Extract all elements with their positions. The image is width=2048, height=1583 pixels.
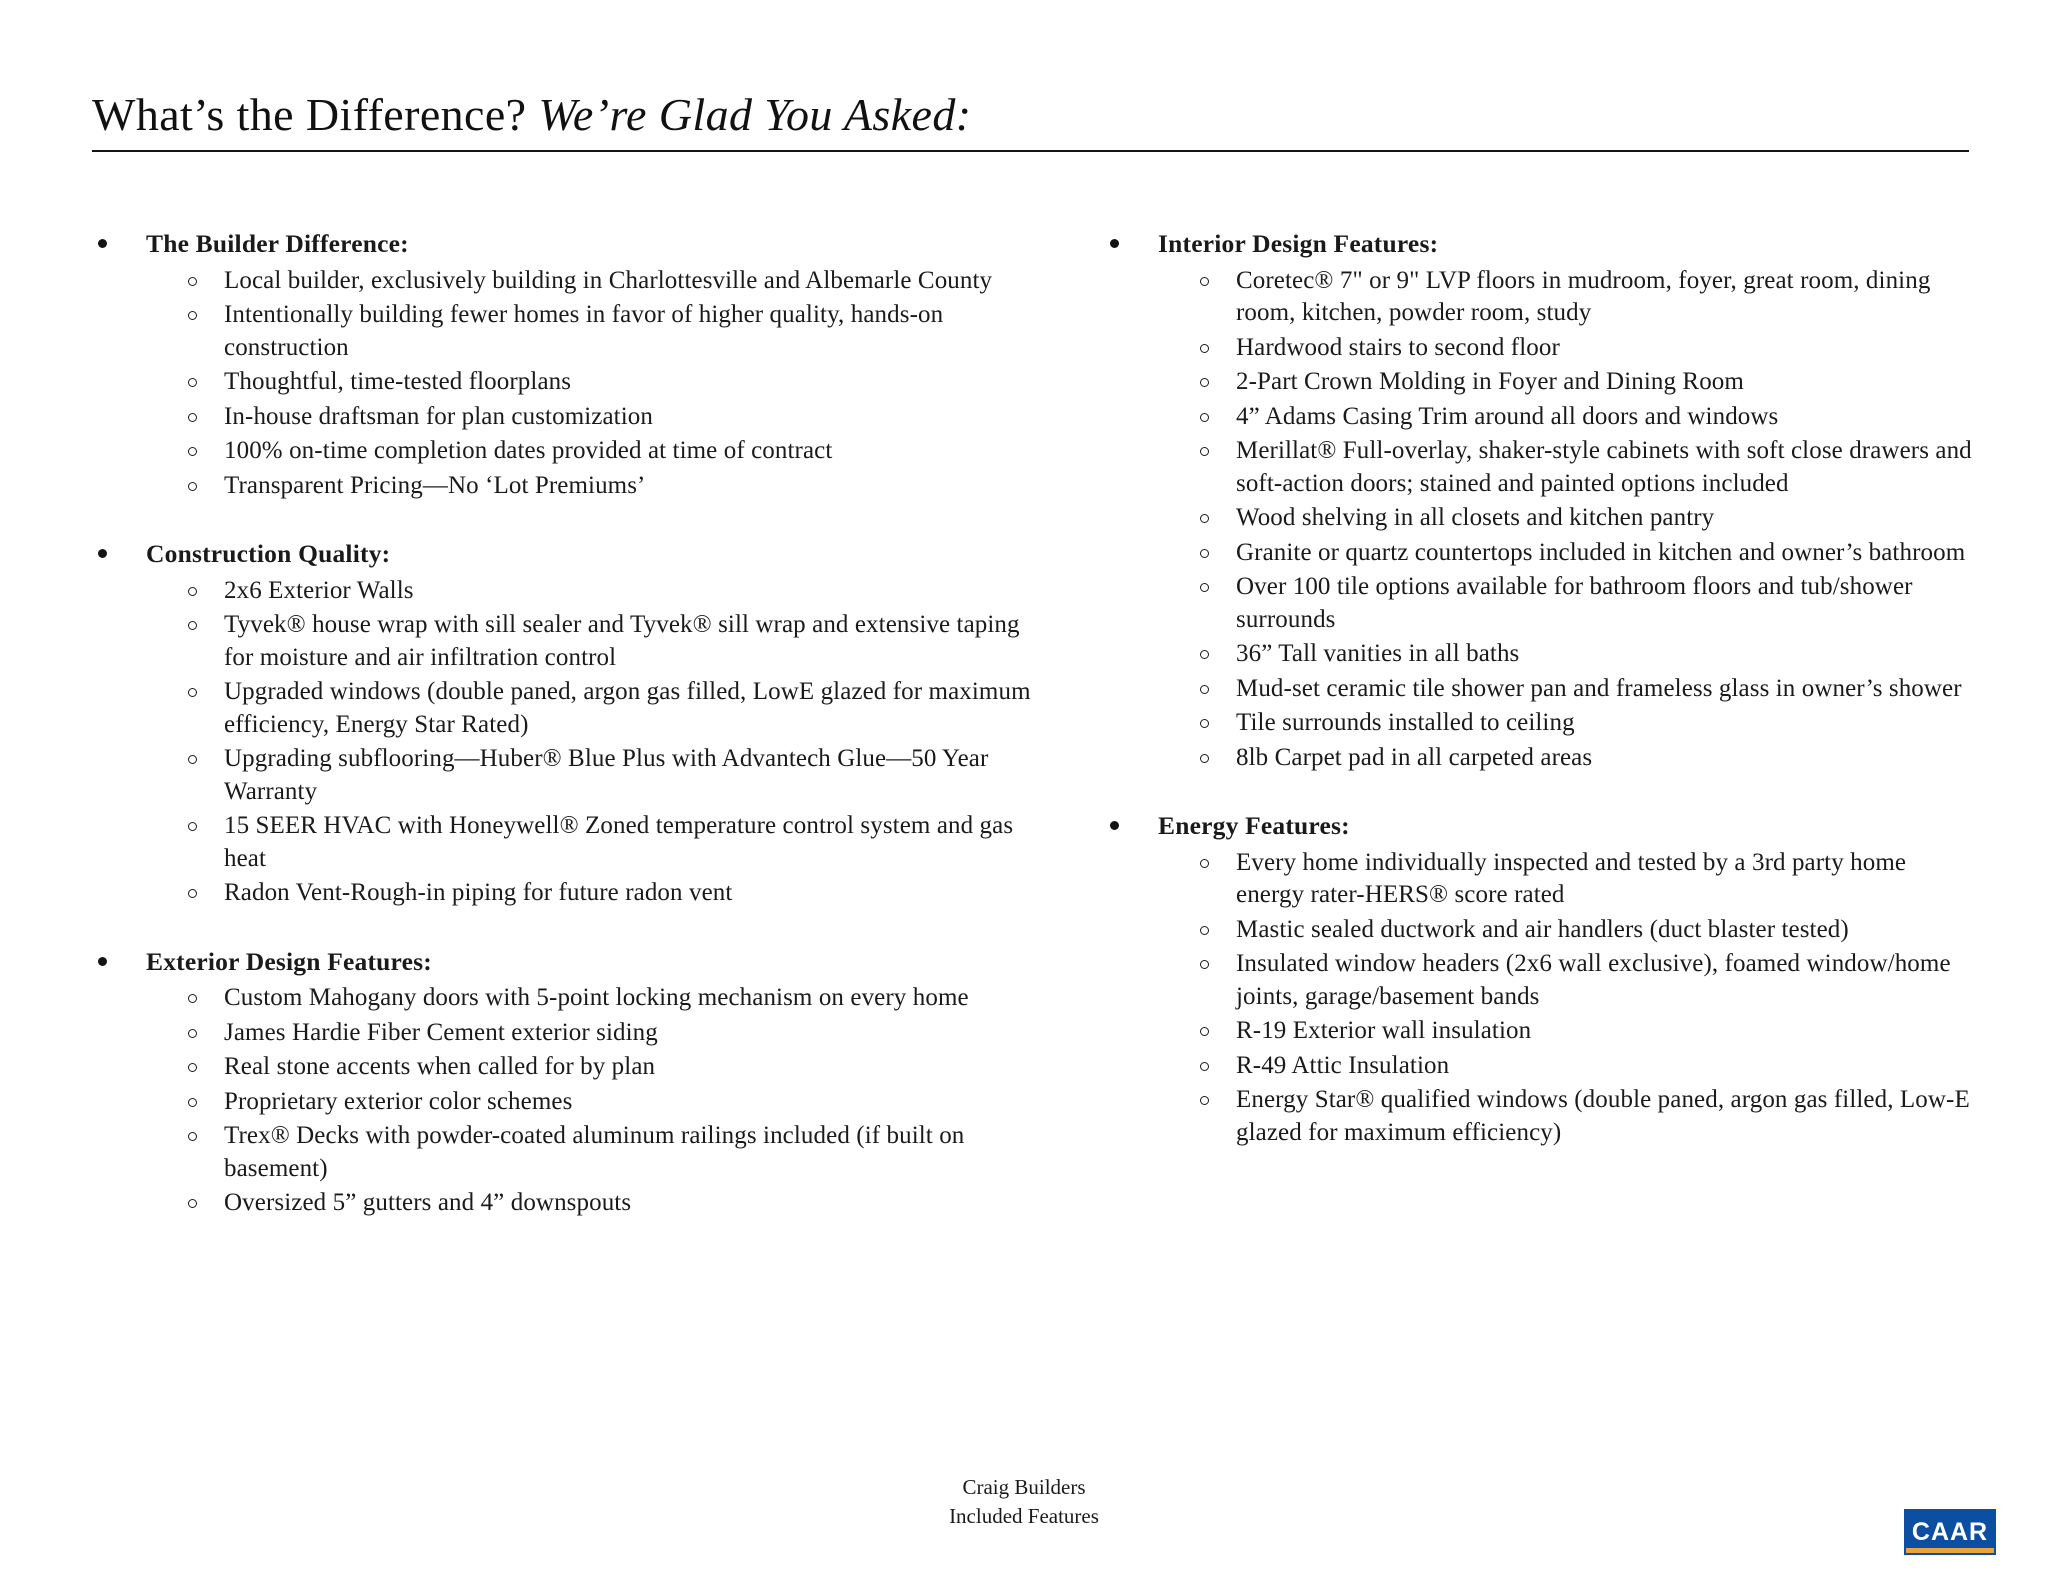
list-item <box>92 1086 1032 1119</box>
list-item <box>1104 502 1972 535</box>
list-item-label: R-49 Attic Insulation <box>1236 1051 1450 1079</box>
list-item-label: Radon Vent-Rough-in piping for future radon vent <box>224 879 733 907</box>
list-item <box>92 609 1032 674</box>
list-item <box>92 1120 1032 1185</box>
circle-bullet-icon <box>1200 754 1209 763</box>
title-block <box>92 88 1972 152</box>
circle-bullet-icon <box>188 413 197 422</box>
circle-bullet-icon <box>188 994 197 1003</box>
list-item-label: Tyvek® house wrap with sill sealer and Tyvek® sill wrap and extensive taping for moisture and air infiltration control <box>224 611 1020 671</box>
circle-bullet-icon <box>1200 859 1209 868</box>
list-item <box>1104 914 1972 947</box>
section-heading-label: The Builder Difference: <box>146 229 409 258</box>
list-item <box>92 676 1032 741</box>
title-divider <box>92 150 1969 152</box>
list-item-label: Tile surrounds installed to ceiling <box>1236 709 1575 737</box>
section-heading <box>1104 228 1972 261</box>
list-item <box>1104 742 1972 775</box>
list-item <box>92 366 1032 399</box>
section-builder-difference <box>92 228 1032 502</box>
circle-bullet-icon <box>188 621 197 630</box>
list-item <box>1104 638 1972 671</box>
list-item <box>92 1187 1032 1220</box>
circle-bullet-icon <box>1200 378 1209 387</box>
section-heading <box>92 228 1032 261</box>
list-item-label: Hardwood stairs to second floor <box>1236 333 1560 361</box>
list-item <box>92 743 1032 808</box>
list-item-label: Transparent Pricing—No ‘Lot Premiums’ <box>224 471 646 499</box>
bullet-icon <box>1110 239 1119 248</box>
list-item <box>92 299 1032 364</box>
list-item-label: Coretec® 7" or 9" LVP floors in mudroom, foyer, great room, dining room, kitchen, powder room, study <box>1236 266 1931 327</box>
circle-bullet-icon <box>188 1063 197 1072</box>
section-construction-quality <box>92 538 1032 910</box>
list-item <box>1104 366 1972 399</box>
list-item <box>1104 435 1972 500</box>
section-heading-label: Energy Features: <box>1158 811 1350 841</box>
list-item-label: 15 SEER HVAC with Honeywell® Zoned temperature control system and gas heat <box>224 812 1014 872</box>
list-item <box>1104 265 1972 330</box>
list-item <box>1104 571 1972 636</box>
list-item <box>92 1051 1032 1084</box>
section-heading-label: Exterior Design Features: <box>146 946 432 976</box>
circle-bullet-icon <box>1200 583 1209 592</box>
circle-bullet-icon <box>188 1199 197 1208</box>
list-item-label: Every home individually inspected and tested by a 3rd party home energy rater-HERS® score rated <box>1236 848 1907 909</box>
circle-bullet-icon <box>188 1029 197 1038</box>
section-heading-label: Construction Quality: <box>146 539 391 569</box>
list-item-label: Thoughtful, time-tested floorplans <box>224 368 572 396</box>
list-item-label: 36” Tall vanities in all baths <box>1236 640 1520 668</box>
section-heading-label: Interior Design Features: <box>1158 229 1439 258</box>
list-item-label: 4” Adams Casing Trim around all doors and windows <box>1236 402 1779 430</box>
circle-bullet-icon <box>1200 413 1209 422</box>
bullet-icon <box>98 239 107 248</box>
circle-bullet-icon <box>188 889 197 898</box>
circle-bullet-icon <box>1200 685 1209 694</box>
list-item <box>92 982 1032 1015</box>
circle-bullet-icon <box>188 688 197 697</box>
list-item-label: Local builder, exclusively building in Charlottesville and Albemarle County <box>224 266 993 294</box>
list-item <box>92 401 1032 434</box>
bullet-icon <box>1110 821 1119 830</box>
list-item-label: Granite or quartz countertops included in kitchen and owner’s bathroom <box>1236 538 1966 566</box>
list-item-label: R-19 Exterior wall insulation <box>1236 1017 1532 1045</box>
list-item <box>1104 948 1972 1013</box>
list-item-label: 100% on-time completion dates provided at time of contract <box>224 437 833 465</box>
circle-bullet-icon <box>188 311 197 320</box>
circle-bullet-icon <box>188 755 197 764</box>
list-item-label: Insulated window headers (2x6 wall exclusive), foamed window/home joints, garage/basement bands <box>1236 950 1951 1010</box>
left-column <box>92 228 1032 1222</box>
circle-bullet-icon <box>188 1098 197 1107</box>
list-item <box>92 470 1032 503</box>
section-item-list <box>1104 847 1972 1150</box>
right-column <box>1032 228 1972 1222</box>
list-item <box>1104 332 1972 365</box>
list-item-label: Real stone accents when called for by plan <box>224 1053 656 1081</box>
section-item-list <box>1104 265 1972 775</box>
circle-bullet-icon <box>188 277 197 286</box>
footer <box>0 1473 2048 1531</box>
footer-line-2: Included Features <box>949 1504 1099 1529</box>
circle-bullet-icon <box>1200 650 1209 659</box>
list-item <box>92 810 1032 875</box>
list-item-label: 2-Part Crown Molding in Foyer and Dining Room <box>1236 368 1744 396</box>
list-item <box>1104 1084 1972 1149</box>
section-interior-design-features <box>1104 228 1972 774</box>
section-heading <box>92 538 1032 571</box>
bullet-icon <box>98 549 107 558</box>
bullet-icon <box>98 957 107 966</box>
list-item <box>1104 673 1972 706</box>
list-item-label: Upgraded windows (double paned, argon gas filled, LowE glazed for maximum efficiency, Energy Star Rated) <box>224 678 1031 738</box>
footer-line-1: Craig Builders <box>962 1475 1086 1500</box>
caar-logo-text: CAAR <box>1911 1517 1989 1546</box>
list-item-label: Mastic sealed ductwork and air handlers (duct blaster tested) <box>1236 915 1849 943</box>
section-energy-features <box>1104 810 1972 1149</box>
section-heading <box>1104 810 1972 843</box>
circle-bullet-icon <box>1200 1096 1209 1105</box>
circle-bullet-icon <box>188 587 197 596</box>
list-item <box>1104 1015 1972 1048</box>
section-item-list <box>92 265 1032 503</box>
circle-bullet-icon <box>1200 344 1209 353</box>
list-item <box>1104 1050 1972 1083</box>
list-item-label: Oversized 5” gutters and 4” downspouts <box>224 1189 632 1217</box>
list-item <box>92 575 1032 608</box>
list-item <box>1104 401 1972 434</box>
page-title-primary: What’s the Difference? <box>92 89 527 140</box>
list-item-label: Upgrading subflooring—Huber® Blue Plus with Advantech Glue—50 Year Warranty <box>224 745 989 805</box>
circle-bullet-icon <box>1200 1027 1209 1036</box>
circle-bullet-icon <box>1200 447 1209 456</box>
circle-bullet-icon <box>1200 926 1209 935</box>
list-item <box>92 435 1032 468</box>
list-item-label: Over 100 tile options available for bathroom floors and tub/shower surrounds <box>1236 573 1913 633</box>
circle-bullet-icon <box>1200 549 1209 558</box>
list-item-label: Energy Star® qualified windows (double paned, argon gas filled, Low-E glazed for maximum efficiency) <box>1236 1086 1970 1146</box>
section-item-list <box>92 982 1032 1220</box>
list-item-label: Merillat® Full-overlay, shaker-style cabinets with soft close drawers and soft-action doors; stained and painted options included <box>1236 437 1972 497</box>
list-item <box>1104 537 1972 570</box>
list-item <box>92 877 1032 910</box>
list-item <box>1104 847 1972 912</box>
circle-bullet-icon <box>1200 514 1209 523</box>
list-item <box>92 1017 1032 1050</box>
circle-bullet-icon <box>1200 1062 1209 1071</box>
page-title <box>92 88 1972 141</box>
list-item-label: Intentionally building fewer homes in favor of higher quality, hands-on construction <box>224 301 944 361</box>
list-item-label: Wood shelving in all closets and kitchen pantry <box>1236 504 1715 532</box>
circle-bullet-icon <box>188 1132 197 1141</box>
list-item-label: Trex® Decks with powder-coated aluminum railings included (if built on basement) <box>224 1122 965 1182</box>
section-item-list <box>92 575 1032 910</box>
caar-logo-accent-bar <box>1906 1548 1994 1553</box>
list-item-label: Mud-set ceramic tile shower pan and frameless glass in owner’s shower <box>1236 674 1962 702</box>
caar-logo <box>1904 1509 1996 1555</box>
content-columns <box>92 228 1972 1222</box>
circle-bullet-icon <box>188 447 197 456</box>
page-title-secondary: We’re Glad You Asked: <box>538 89 972 140</box>
list-item <box>1104 707 1972 740</box>
list-item-label: 8lb Carpet pad in all carpeted areas <box>1236 743 1593 771</box>
circle-bullet-icon <box>1200 960 1209 969</box>
list-item-label: In-house draftsman for plan customization <box>224 402 653 430</box>
circle-bullet-icon <box>188 378 197 387</box>
section-heading <box>92 946 1032 979</box>
circle-bullet-icon <box>1200 719 1209 728</box>
list-item <box>92 265 1032 298</box>
section-exterior-design-features <box>92 946 1032 1220</box>
list-item-label: 2x6 Exterior Walls <box>224 576 414 604</box>
circle-bullet-icon <box>188 822 197 831</box>
circle-bullet-icon <box>188 482 197 491</box>
list-item-label: Custom Mahogany doors with 5-point locking mechanism on every home <box>224 984 969 1012</box>
list-item-label: James Hardie Fiber Cement exterior siding <box>224 1018 658 1046</box>
list-item-label: Proprietary exterior color schemes <box>224 1087 573 1115</box>
circle-bullet-icon <box>1200 277 1209 286</box>
